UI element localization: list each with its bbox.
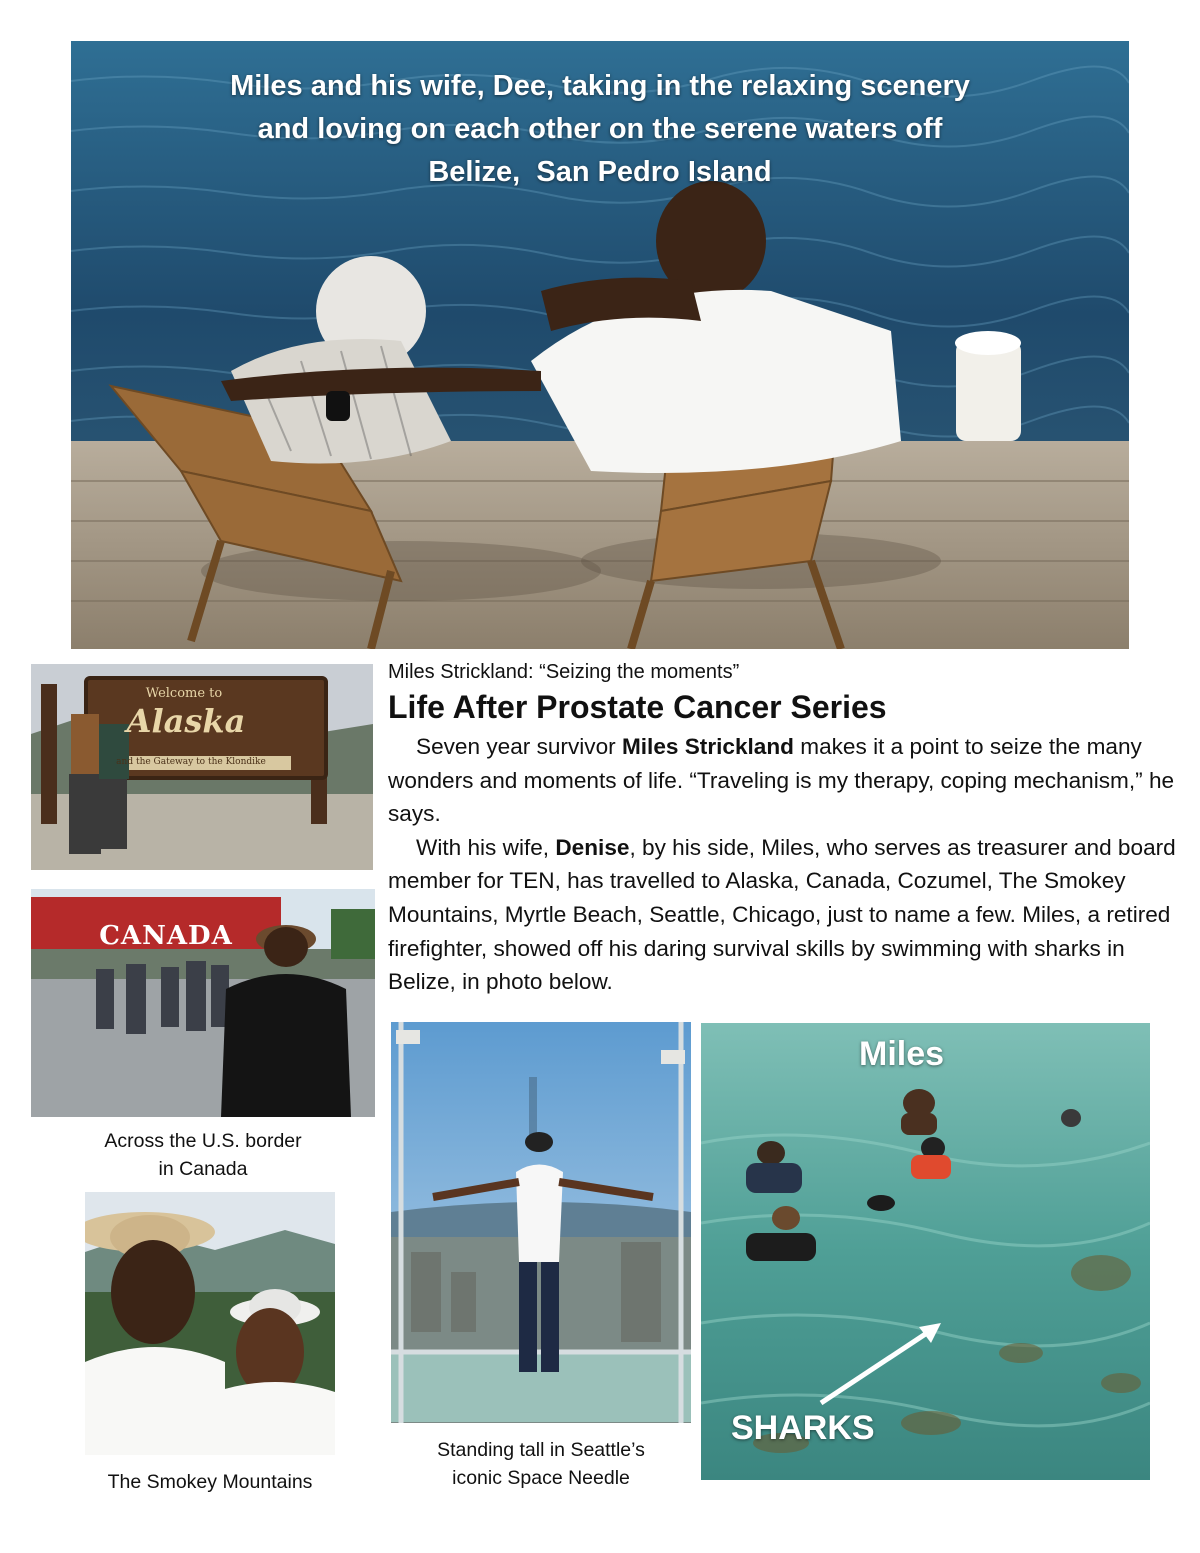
sharks-photo bbox=[701, 1023, 1150, 1480]
miles-label: Miles bbox=[859, 1035, 945, 1073]
survivor-name: Miles Strickland bbox=[621, 734, 794, 759]
canada-caption-line: in Canada bbox=[158, 1158, 248, 1180]
seattle-photo-illustration bbox=[391, 1022, 691, 1423]
article-text: With his wife, bbox=[416, 834, 556, 860]
smokey-photo-illustration bbox=[85, 1192, 335, 1455]
hero-photo bbox=[71, 41, 1129, 649]
article-text: Seven year survivor bbox=[416, 734, 622, 759]
article bbox=[388, 660, 1178, 999]
alaska-sign-welcome: Welcome to bbox=[145, 686, 223, 701]
hero-caption-line: Belize, San Pedro Island bbox=[428, 156, 772, 188]
smokey-caption: The Smokey Mountains bbox=[107, 1471, 313, 1493]
alaska-photo bbox=[31, 664, 373, 870]
seattle-caption-line: Standing tall in Seattle’s bbox=[437, 1439, 645, 1461]
canada-photo bbox=[31, 889, 375, 1117]
article-kicker: Miles Strickland: “Seizing the moments” bbox=[388, 661, 740, 683]
hero-caption-line: and loving on each other on the serene waters off bbox=[257, 113, 943, 145]
wife-name: Denise bbox=[555, 834, 630, 860]
canada-sign: CANADA bbox=[99, 921, 233, 951]
alaska-sign-title: Alaska bbox=[126, 702, 246, 740]
hero-caption-line: Miles and his wife, Dee, taking in the relaxing scenery bbox=[230, 70, 970, 102]
article-paragraph-2 bbox=[388, 831, 1178, 999]
smokey-photo bbox=[85, 1192, 335, 1455]
alaska-sign-subtitle: and the Gateway to the Klondike bbox=[116, 757, 266, 767]
hero-caption bbox=[71, 65, 1129, 194]
article-text: makes it a point to seize the many wonders and moments of life. “Traveling is my therapy, coping mechanism,” he says. bbox=[388, 734, 1175, 827]
canada-caption bbox=[31, 1127, 375, 1183]
sharks-label: SHARKS bbox=[731, 1409, 875, 1447]
canada-caption-line: Across the U.S. border bbox=[104, 1130, 302, 1152]
article-text: , by his side, Miles, who serves as treasurer and board member for TEN, has travelled to Alaska, Canada, Cozumel, The Smokey Mountains, Myrtle Beach, Seattle, Chicago, just to name a few. Miles, a retired firefighter, showed off his daring survival skills by swimming with sharks in Belize, in photo below. bbox=[388, 834, 1176, 995]
seattle-caption bbox=[391, 1436, 691, 1492]
article-paragraph-1 bbox=[388, 730, 1178, 831]
article-title: Life After Prostate Cancer Series bbox=[388, 689, 887, 725]
seattle-caption-line: iconic Space Needle bbox=[452, 1467, 630, 1489]
seattle-photo bbox=[391, 1022, 691, 1423]
